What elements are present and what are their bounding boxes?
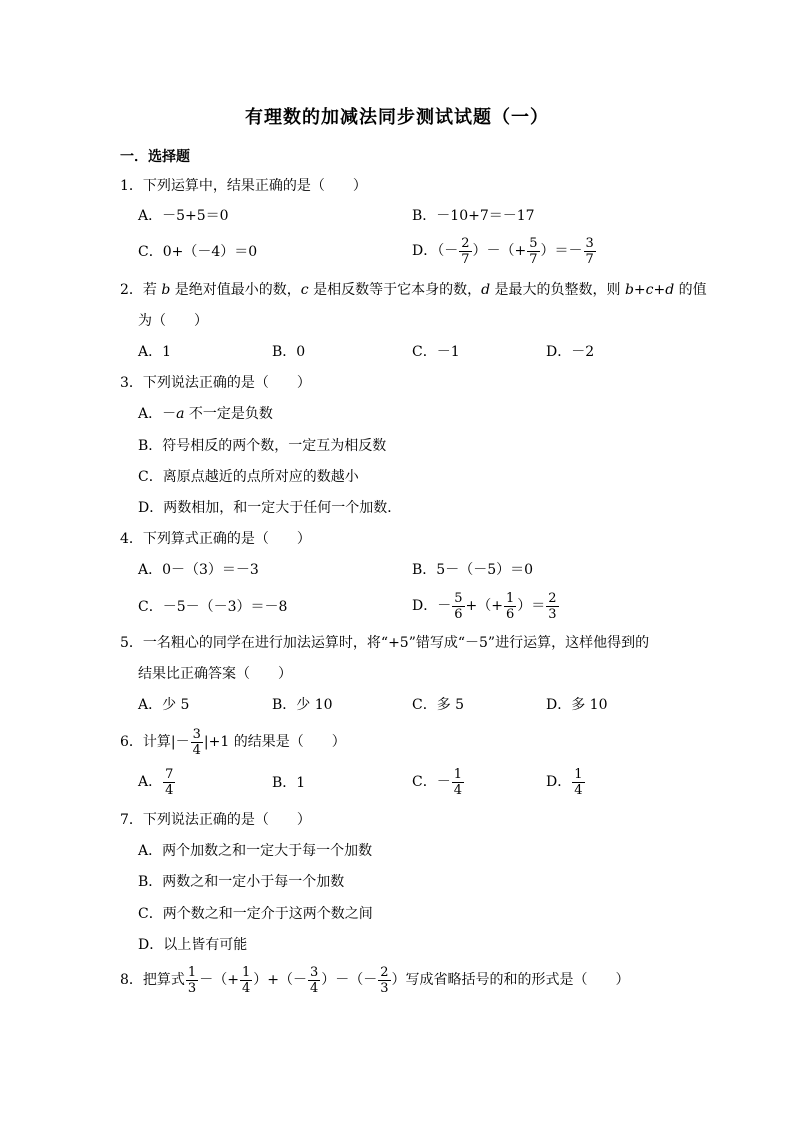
question-5-stem-line-2: 结果比正确答案（ ） — [138, 666, 292, 682]
question-6-option-c: C．－ $\frac{1}{4}$ — [412, 766, 462, 798]
fraction: $\frac{1}{4}$ — [241, 964, 251, 996]
question-4-option-d: D．－ $\frac{5}{6}$ +（+ $\frac{1}{6}$ ）＝ $\frac{2}{3}$ — [412, 590, 557, 622]
question-2-stem: 2．若 b 是绝对值最小的数，c 是相反数等于它本身的数，d 是最大的负整数，则 b+c+d 的值 — [120, 282, 707, 298]
question-7-option-a: A．两个加数之和一定大于每一个加数 — [138, 843, 373, 859]
question-6-option-d: D． $\frac{1}{4}$ — [546, 766, 583, 798]
question-3-stem: 3．下列说法正确的是（ ） — [120, 375, 311, 391]
question-6-option-b: B．1 — [272, 775, 306, 791]
question-5-stem: 5．一名粗心的同学在进行加法运算时，将“+5”错写成“－5”进行运算，这样他得到的 — [120, 635, 650, 651]
question-5-option-d: D．多 10 — [546, 697, 608, 713]
question-4-stem: 4．下列算式正确的是（ ） — [120, 531, 311, 547]
question-1-option-a: A．－5+5＝0 — [138, 208, 229, 224]
question-1-stem: 1．下列运算中，结果正确的是（ ） — [120, 178, 367, 194]
question-2-option-a: A．1 — [138, 344, 172, 360]
fraction: $\frac{2}{7}$ — [461, 235, 470, 267]
question-2-option-d: D．－2 — [546, 344, 595, 360]
question-2-option-b: B．0 — [272, 344, 306, 360]
question-3-option-c: C．离原点越近的点所对应的数越小 — [138, 469, 359, 485]
question-4-option-c: C．－5－（－3）＝－8 — [138, 599, 288, 615]
question-8-stem: 8．把算式 $\frac{1}{3}$ －（+ $\frac{1}{4}$ ）+（－ $\frac{3}{4}$ ）－（－ $\frac{2}{3}$ ）写成省略括号的和的形式是（ ） — [120, 964, 630, 996]
question-2-stem-line-2: 为（ ） — [138, 313, 208, 329]
question-5-option-b: B．少 10 — [272, 697, 333, 713]
question-2-option-c: C．－1 — [412, 344, 460, 360]
question-1-option-c: C．0+（－4）＝0 — [138, 244, 258, 260]
fraction: $\frac{3}{7}$ — [585, 235, 594, 267]
question-7-option-c: C．两个数之和一定介于这两个数之间 — [138, 906, 373, 922]
fraction: $\frac{5}{6}$ — [454, 590, 463, 622]
question-5-option-c: C．多 5 — [412, 697, 465, 713]
fraction: $\frac{1}{3}$ — [187, 964, 197, 996]
fraction: $\frac{3}{4}$ — [192, 726, 201, 758]
fraction: $\frac{7}{4}$ — [165, 766, 174, 798]
page-title: 有理数的加减法同步测试试题（一） — [245, 107, 549, 128]
question-3-option-b: B．符号相反的两个数，一定互为相反数 — [138, 438, 387, 454]
fraction: $\frac{1}{6}$ — [505, 590, 515, 622]
question-4-option-b: B．5－（－5）＝0 — [412, 562, 534, 578]
question-6-stem: 6．计算|－ $\frac{3}{4}$ |+1 的结果是（ ） — [120, 726, 346, 758]
question-4-option-a: A．0－（3）＝－3 — [138, 562, 259, 578]
fraction: $\frac{3}{4}$ — [309, 964, 319, 996]
question-1-option-d: D．（－ $\frac{2}{7}$ ）－（+ $\frac{5}{7}$ ）＝－ $\frac{3}{7}$ — [412, 235, 594, 267]
fraction: $\frac{5}{7}$ — [529, 235, 538, 267]
question-3-option-d: D．两数相加，和一定大于任何一个加数． — [138, 500, 402, 516]
section-heading: 一．选择题 — [120, 149, 190, 165]
question-6-option-a: A． $\frac{7}{4}$ — [138, 766, 174, 798]
question-7-option-d: D．以上皆有可能 — [138, 937, 248, 953]
question-7-option-b: B．两数之和一定小于每一个加数 — [138, 874, 345, 890]
question-3-option-a: A．－a 不一定是负数 — [138, 406, 273, 422]
fraction: $\frac{1}{4}$ — [453, 766, 462, 798]
question-5-option-a: A．少 5 — [138, 697, 190, 713]
question-7-stem: 7．下列说法正确的是（ ） — [120, 812, 311, 828]
fraction: $\frac{2}{3}$ — [380, 964, 389, 996]
question-1-option-b: B．－10+7＝－17 — [412, 208, 535, 224]
fraction: $\frac{1}{4}$ — [574, 766, 583, 798]
fraction: $\frac{2}{3}$ — [548, 590, 557, 622]
